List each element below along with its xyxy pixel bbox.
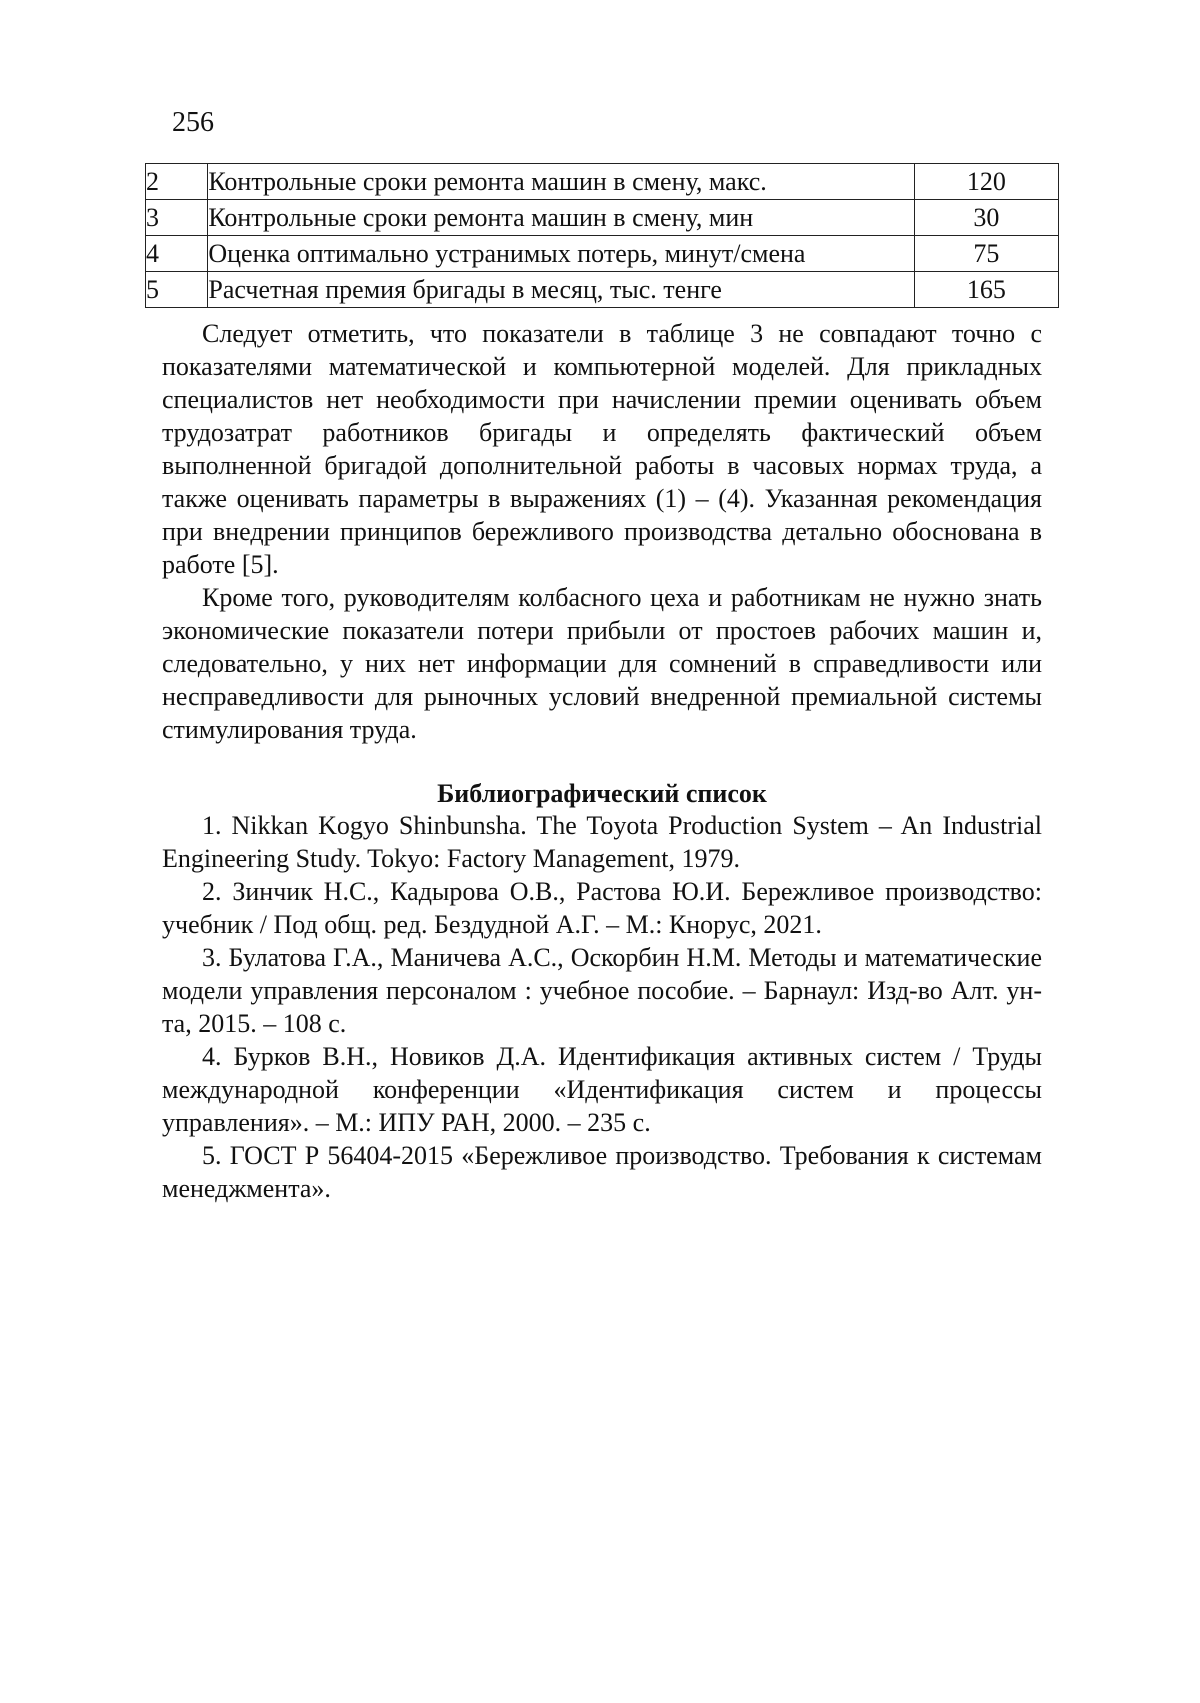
table-row (146, 164, 1059, 200)
row-value: 75 (914, 236, 1058, 272)
bibliography-list (162, 809, 1042, 1205)
data-table (145, 163, 1059, 308)
row-indicator: Оценка оптимально устранимых потерь, минут/смена (208, 236, 914, 272)
row-number: 4 (146, 236, 208, 272)
row-number: 2 (146, 164, 208, 200)
paragraph: Кроме того, руководителям колбасного цеха и работникам не нужно знать экономические показатели потери прибыли от простоев рабочих машин и, следовательно, у них нет информации для сомнений в справедливости или несправедливости для рыночных условий внедренной премиальной системы стимулирования труда. (162, 583, 1042, 744)
row-value: 165 (914, 272, 1058, 308)
bibliography-item: 4. Бурков В.Н., Новиков Д.А. Идентификация активных систем / Труды международной конференции «Идентификация систем и процессы управления». – М.: ИПУ РАН, 2000. – 235 с. (162, 1042, 1042, 1137)
table-row (146, 200, 1059, 236)
row-indicator: Контрольные сроки ремонта машин в смену, макс. (208, 164, 914, 200)
bibliography-item: 2. Зинчик Н.С., Кадырова О.В., Растова Ю.И. Бережливое производство: учебник / Под общ. ред. Бездудной А.Г. – М.: Кнорус, 2021. (162, 877, 1042, 939)
row-indicator: Контрольные сроки ремонта машин в смену, мин (208, 200, 914, 236)
row-number: 5 (146, 272, 208, 308)
bibliography-item: 1. Nikkan Kogyo Shinbunsha. The Toyota Production System – An Industrial Engineering Study. Tokyo: Factory Management, 1979. (162, 811, 1042, 873)
row-value: 120 (914, 164, 1058, 200)
bibliography-item: 5. ГОСТ Р 56404-2015 «Бережливое производство. Требования к системам менеджмента». (162, 1141, 1042, 1203)
paragraph: Следует отметить, что показатели в таблице 3 не совпадают точно с показателями математической и компьютерной моделей. Для прикладных специалистов нет необходимости при начислении премии оценивать объем трудозатрат работников бригады и определять фактический объем выполненной бригадой дополнительной работы в часовых нормах труда, а также оценивать параметры в выражениях (1) – (4). Указанная рекомендация при внедрении принципов бережливого производства детально обоснована в работе [5]. (162, 319, 1042, 579)
page-number: 256 (172, 107, 214, 138)
row-indicator: Расчетная премия бригады в месяц, тыс. тенге (208, 272, 914, 308)
bibliography-title: Библиографический список (437, 779, 767, 808)
row-number: 3 (146, 200, 208, 236)
table-row (146, 272, 1059, 308)
table-row (146, 236, 1059, 272)
row-value: 30 (914, 200, 1058, 236)
body-text (162, 317, 1042, 746)
bibliography-item: 3. Булатова Г.А., Маничева А.С., Оскорбин Н.М. Методы и математические модели управления персоналом : учебное пособие. – Барнаул: Изд-во Алт. ун-та, 2015. – 108 с. (162, 943, 1042, 1038)
